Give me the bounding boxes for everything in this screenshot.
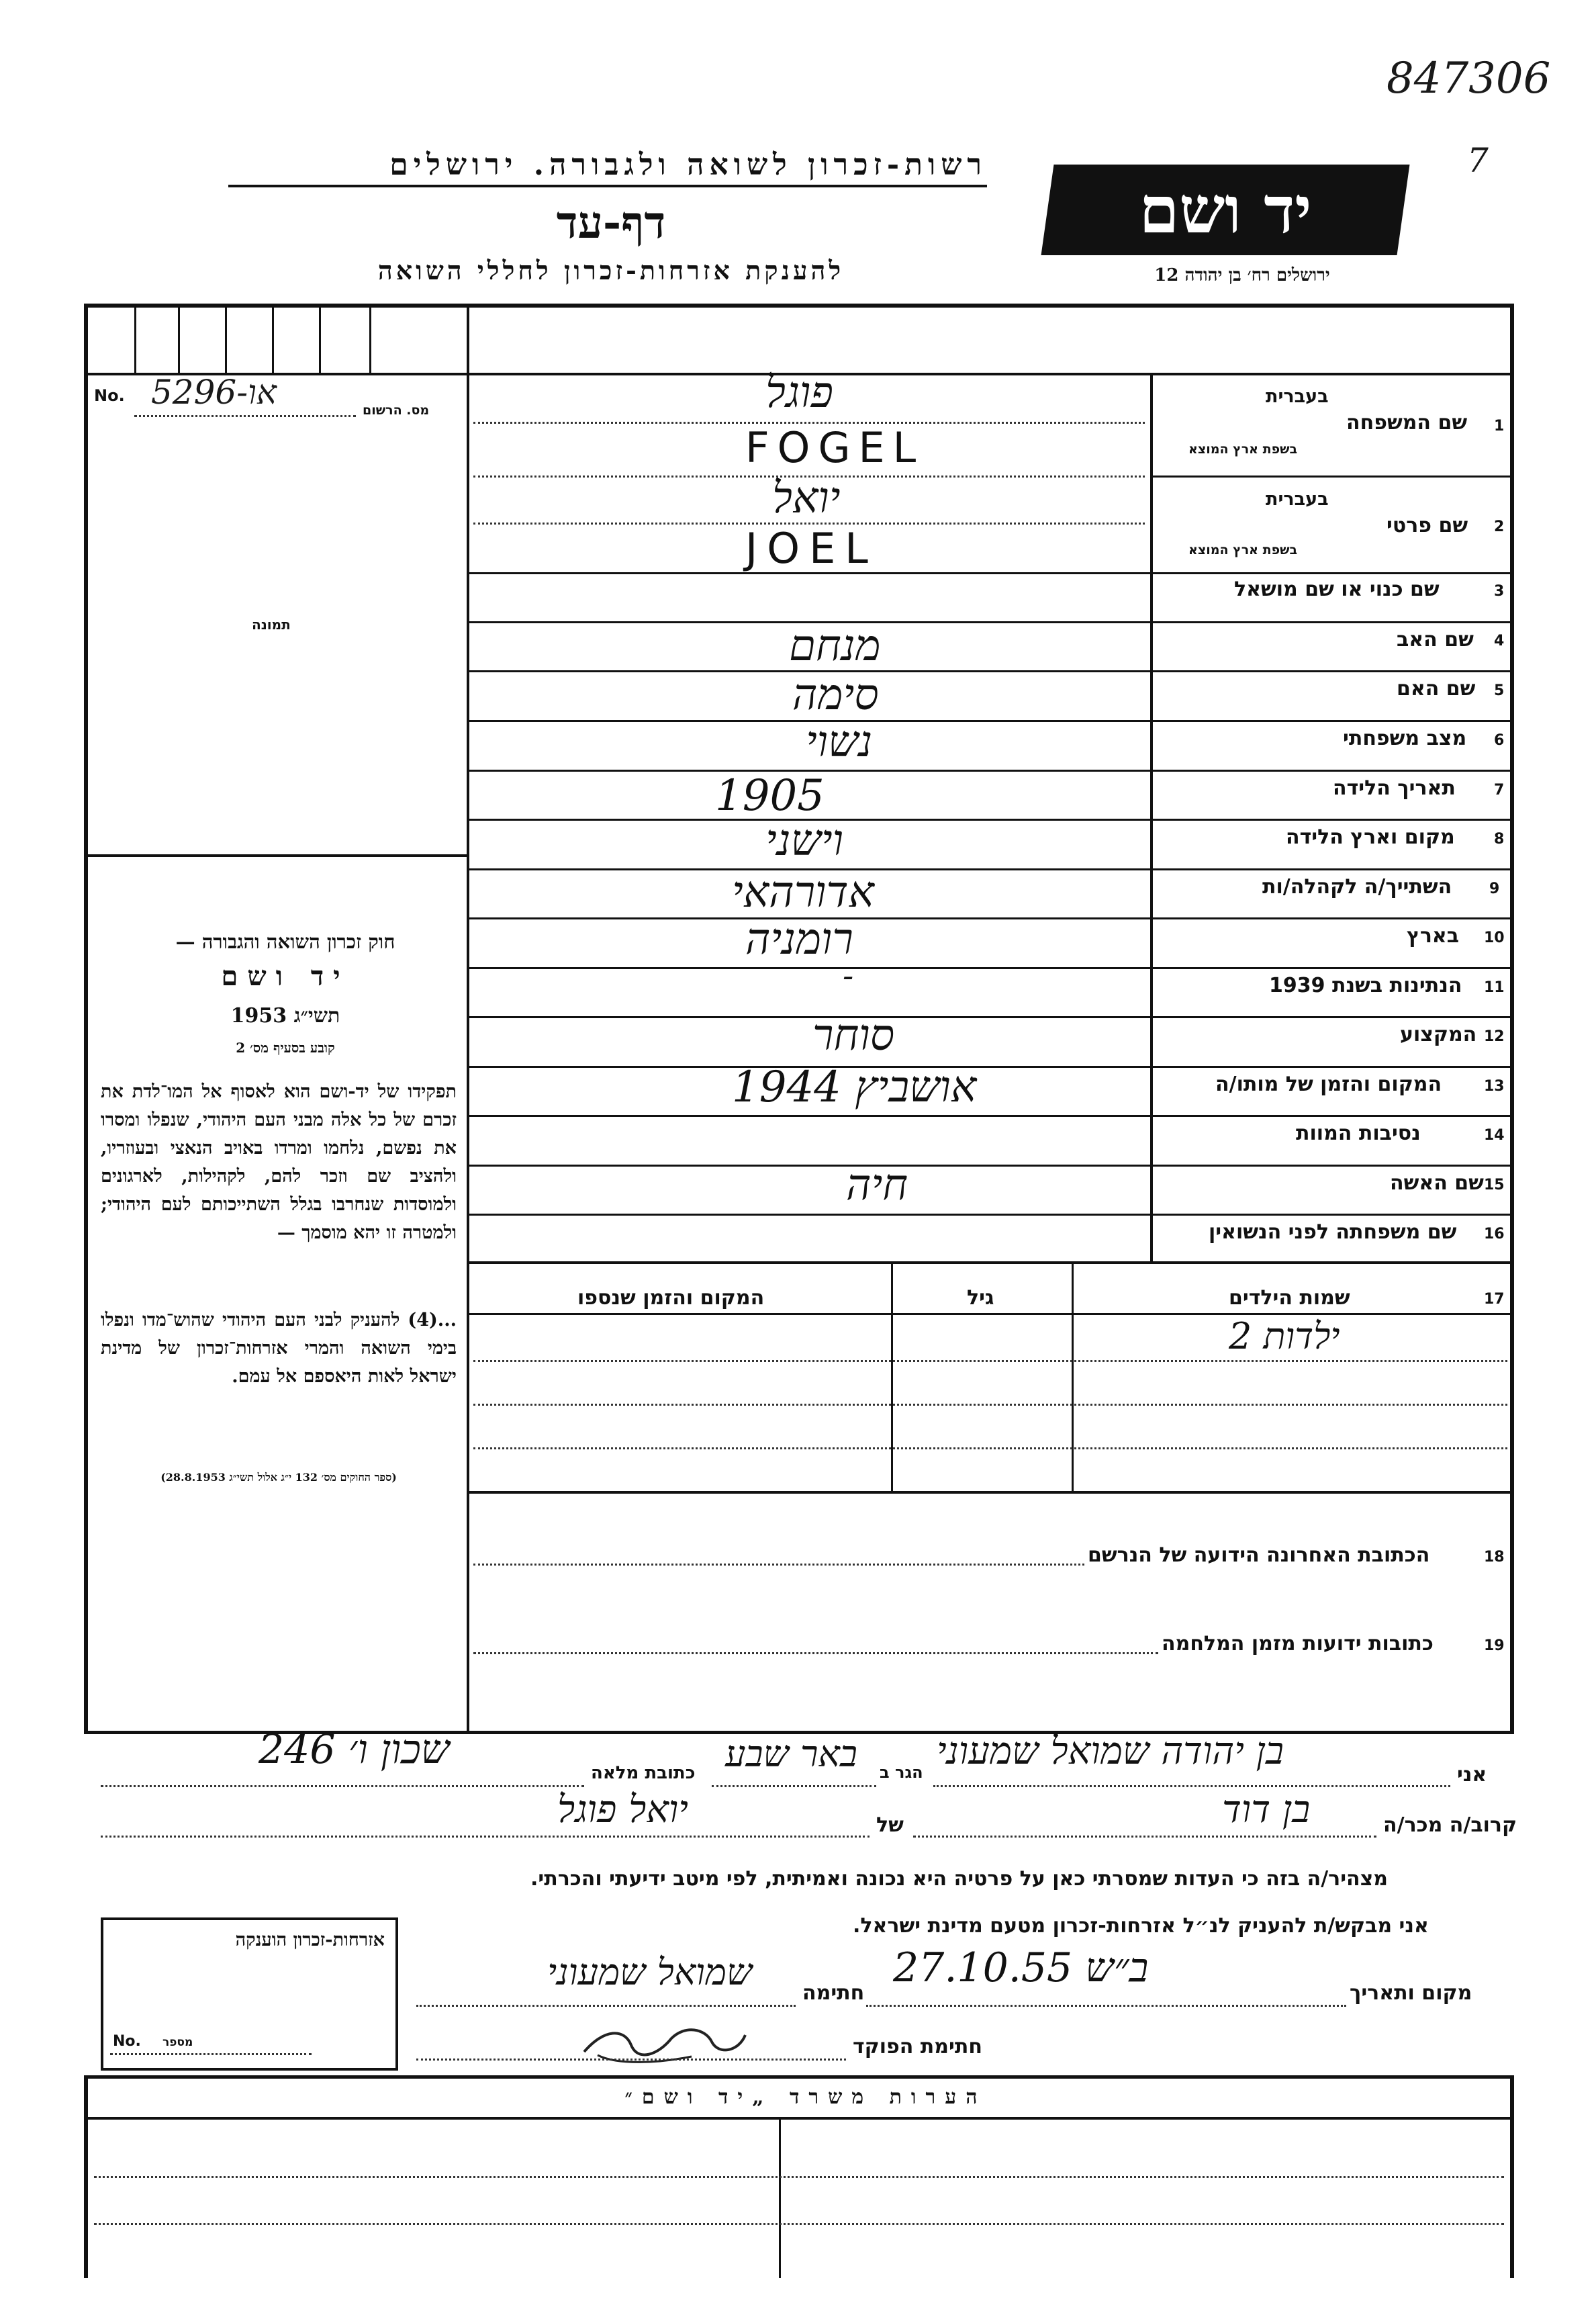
field-2-label: שם פרטי [1387,514,1468,537]
declaration-statement: מצהיר/ה בזה כי העדות שמסרתי כאן על פרטיה היא נכונה ואמיתית, לפי מיטב ידיעתי והכרתי. [530,1867,1388,1891]
field-8-number: 8 [1494,831,1505,848]
dotted-line [473,1360,1507,1362]
row-line [469,621,1513,623]
stamp-box-title: אזרחות-זכרון הוענקה [235,1930,385,1950]
strip-tick [134,304,136,373]
dotted-line [94,2176,1504,2178]
children-col-line [891,1263,893,1491]
form-subtitle: להענקת אזרחות-זכרון לחללי השואה [377,255,845,285]
field-1-number: 1 [1494,418,1505,435]
relative-label: קרוב/ה מכר/ה [1383,1813,1517,1837]
field-8-value: וישני [765,816,844,866]
form-title: דף-עד [556,196,666,248]
strip-tick [319,304,321,373]
yad-vashem-logo [1041,165,1410,255]
resides-label: הגר ב [880,1763,923,1782]
field-3-number: 3 [1494,583,1505,600]
of-label: של [876,1813,904,1837]
law-text-1: תפקידו של יד-ושם הוא לאסוף אל המו־לדת את זכרם של כל אלה מבני העם היהודי, שנפלו ומסרו את נפשם, נלחמו ומרדו באויב הנאצי ובעוזריו, ולהציב שם וזכר להם, לקהילות, לארגונים ולמוסדות שנחרבו בגלל השתייכותם לעם היהודי; ולמטרה זו יהא מוסמך — [101,1081,457,1243]
children-header-line [469,1313,1513,1315]
remarks-top-line [84,2075,1514,2079]
children-col-place: המקום והזמן שנספו [577,1286,765,1310]
field-2-value-he: יואל [772,473,841,523]
field-4-number: 4 [1494,633,1505,649]
field-5-value: סימה [792,670,879,720]
dotted-line [473,1447,1507,1449]
field-6-label: מצב משפחתי [1343,727,1467,750]
children-col-names: שמות הילדים [1229,1286,1350,1310]
law-text-2: ...(4) להעניק לבני העם היהודי שהוש־מדו ונפלו בימי השואה והמרי אזרחות־זכרון של מדינת ישראל לאות היאספם אל עמם. [101,1310,457,1387]
row-line [469,868,1513,870]
children-bottom-line [469,1491,1513,1494]
field-1-label: שם המשפחה [1346,411,1468,435]
row-line [1150,572,1513,574]
field-11-value: - [843,957,854,995]
row-line [469,1214,1513,1216]
place-date-label: מקום ותאריך [1350,1981,1472,2005]
row-line [469,720,1513,722]
frame-top [84,304,1514,308]
address-label: כתובת מלאה [591,1763,696,1783]
stamp-no-label: No. [113,2033,141,2050]
strip-tick [369,304,371,373]
label-column-divider [1150,373,1153,1263]
field-1-sub-top: בעברית [1266,386,1329,407]
field-6-value: נשוי [806,717,873,767]
field-13-number: 13 [1484,1078,1505,1095]
field-19-label: כתובות ידועות מזמן המלחמה [1162,1632,1434,1656]
field-2-sub-top: בעברית [1266,489,1329,510]
dotted-line [712,1785,876,1787]
law-source: (ספר החוקים מס׳ 132 י״ג אלול תשי״ג 28.8.1953) [160,1471,397,1484]
field-6-number: 6 [1494,732,1505,749]
row-line [469,1115,1513,1117]
registration-number: 5296-או [151,373,277,412]
field-7-value: 1905 [715,771,825,821]
address-line-18 [473,1564,1084,1566]
resides-value: באר שבע [725,1733,857,1775]
field-5-label: שם האם [1397,677,1476,700]
stamp-number-label: מספר [162,2036,193,2049]
field-10-number: 10 [1484,930,1505,946]
dotted-line [933,1785,1450,1787]
frame-left [84,304,88,1731]
row-line [469,1165,1513,1167]
declaration-request: אני מבקש/ת להעניק לנ״ל אזרחות-זכרון מטעם מדינת ישראל. [853,1914,1429,1938]
place-date-value: ב״ש 27.10.55 [893,1944,1149,1991]
field-1-sub-bottom: בשפת ארץ המוצא [1188,442,1298,457]
dotted-line [101,1785,584,1787]
officer-signature [577,2015,752,2069]
declarant-i-label: אני [1457,1763,1487,1787]
field-7-number: 7 [1494,782,1505,799]
stamp-number-line [110,2053,312,2055]
field-3-label: שם כנוי או שם מושאל [1234,578,1440,601]
field-19-number: 19 [1484,1637,1505,1654]
field-10-label: בארץ [1407,924,1460,948]
field-14-number: 14 [1484,1127,1505,1144]
row-line [469,1066,1513,1068]
dotted-line [416,2059,846,2061]
field-16-label: שם משפחתה לפני הנשואין [1209,1220,1457,1244]
field-2-sub-bottom: בשפת ארץ המוצא [1188,543,1298,557]
registration-line [134,415,356,417]
strip-tick [178,304,180,373]
field-4-value: מנחם [789,621,881,671]
field-18-number: 18 [1484,1549,1505,1566]
signature-value: שמואל שמעוני [547,1951,753,1993]
dotted-line [101,1836,870,1838]
field-5-number: 5 [1494,682,1505,699]
page-mark: 7 [1467,141,1489,180]
field-15-label: שם האשה [1390,1171,1484,1195]
dotted-line [866,2005,1346,2007]
field-8-label: מקום וארץ הלידה [1286,825,1455,849]
field-12-value: סוחר [812,1011,895,1060]
reg-label: מס. הרשום [363,403,430,418]
children-entry: 2 ילדות [1229,1315,1340,1357]
logo-address: ירושלים רח׳ בן יהודה 12 [1154,265,1330,285]
remarks-right [1510,2075,1514,2278]
row-line [469,1016,1513,1018]
field-9-number: 9 [1489,880,1500,897]
citizenship-stamp-box [101,1917,398,2071]
children-col-line [1072,1263,1074,1491]
row-line [469,670,1513,672]
address-line-19 [473,1652,1158,1654]
declarant-i-value: בן יהודה שמואל שמעוני [937,1729,1284,1773]
field-13-label: המקום והזמן של מותו/ה [1215,1073,1442,1096]
strip-tick [272,304,274,373]
archive-number: 847306 [1387,54,1551,103]
field-12-number: 12 [1484,1028,1505,1045]
row-line [1150,476,1513,478]
field-18-label: הכתובת האחרונה הידועה של הנרשם [1088,1543,1430,1567]
law-name: יד ושם [221,960,350,992]
dotted-line [94,2223,1504,2225]
field-1-value-latin: FOGEL [745,423,925,472]
field-11-number: 11 [1484,979,1505,996]
field-10-value: רומניה [745,915,853,964]
row-line [469,1261,1513,1264]
relative-value: בן דוד [1222,1788,1311,1832]
dotted-line [473,1404,1507,1406]
children-col-age: גיל [967,1286,994,1310]
field-14-label: נסיבות המוות [1296,1122,1421,1145]
children-number: 17 [1484,1291,1505,1308]
no-label: No. [94,386,125,405]
law-title: חוק זכרון השואה והגבורה — [175,930,395,953]
row-line [469,917,1513,919]
field-11-label: הנתינות בשנת 1939 [1269,974,1462,997]
field-2-number: 2 [1494,518,1505,535]
field-15-number: 15 [1484,1177,1505,1193]
logo-text: יד ושם [1139,172,1312,248]
field-9-value: אדורהאי [732,868,874,917]
row-line [469,770,1513,772]
field-12-label: המקצוע [1400,1023,1477,1046]
of-value: יואל פוגל [557,1788,688,1832]
address-value: שכון ו׳ 246 [259,1726,450,1773]
remarks-header-line [84,2117,1514,2120]
photo-label: תמונה [252,617,291,633]
remarks-col-line [779,2117,781,2278]
field-13-value: אושביץ 1944 [732,1063,977,1112]
field-2-value-latin: JOEL [745,524,878,573]
row-line [469,819,1513,821]
dotted-line [913,1836,1376,1838]
authority-name: רשות-זכרון לשואה ולגבורה. ירושלים [228,148,987,187]
dotted-line [416,2005,796,2007]
field-16-number: 16 [1484,1226,1505,1242]
law-year: תשי״ג 1953 [230,1004,340,1028]
field-7-label: תאריך הלידה [1333,776,1456,800]
field-15-value: חיה [846,1161,908,1210]
signature-label: חתימה [802,1981,865,2005]
field-4-label: שם האב [1397,628,1474,651]
photo-box-bottom [84,854,469,857]
remarks-left [84,2075,88,2278]
remarks-title: הערות משרד „יד ושם״ [624,2085,987,2109]
strip-tick [225,304,227,373]
field-1-value-he: פוגל [765,368,833,418]
field-9-label: השתייך/ה לקהלה/ות [1262,875,1452,899]
law-clause: קובע בסעיף מס׳ 2 [236,1040,335,1056]
row-line [469,967,1513,969]
officer-signature-label: חתימת הפוקד [853,2035,982,2059]
